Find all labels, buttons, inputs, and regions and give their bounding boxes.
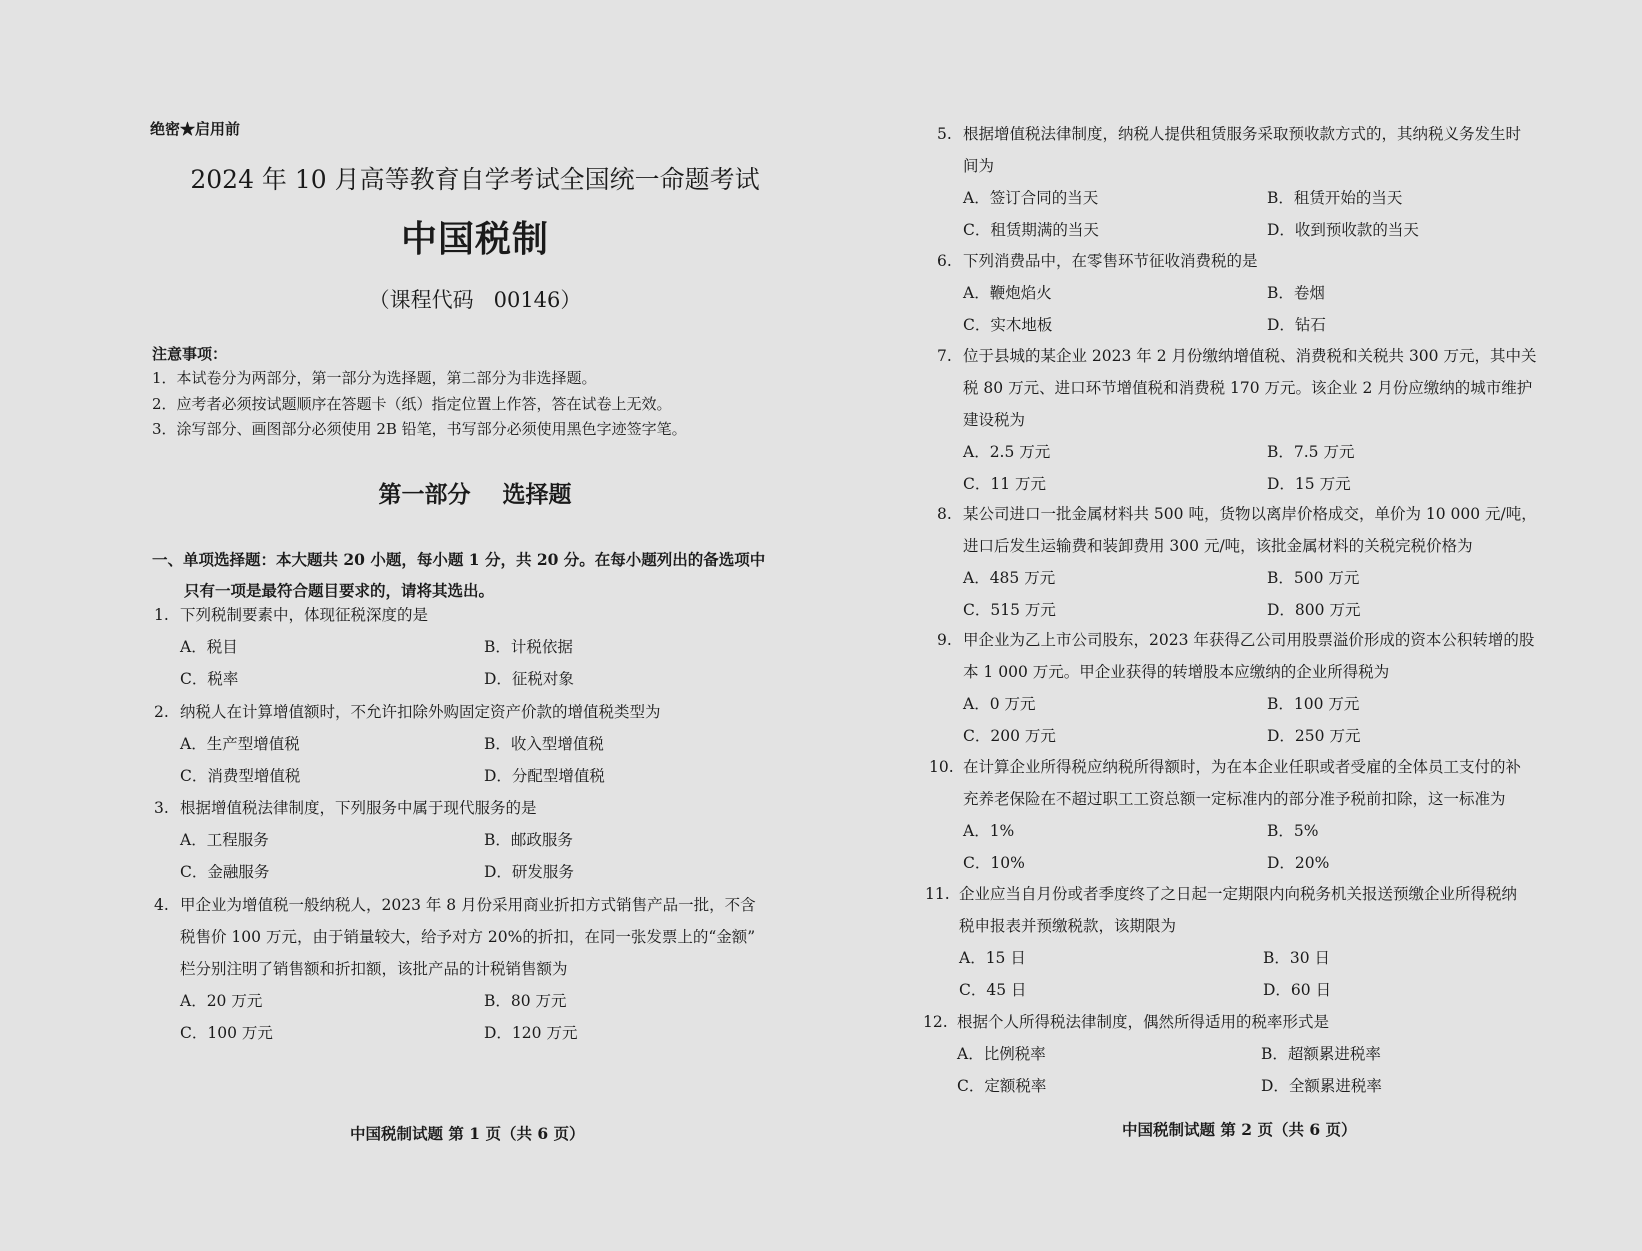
question-text: 企业应当自月份或者季度终了之日起一定期限内向税务机关报送预缴企业所得税纳: [959, 885, 1518, 903]
question-text: 本 1 000 万元。甲企业获得的转增股本应缴纳的企业所得税为: [963, 663, 1390, 681]
option-a: A．15 日: [959, 949, 1026, 967]
question-text: 根据增值税法律制度，下列服务中属于现代服务的是: [180, 799, 537, 817]
option-c: C．515 万元: [963, 601, 1056, 619]
option-d: D．全额累进税率: [1261, 1077, 1382, 1095]
option-b: B．卷烟: [1267, 284, 1325, 302]
question-4: [154, 889, 756, 1049]
question-3: [154, 792, 574, 888]
question-number: 7.: [937, 347, 952, 365]
question-text: 充养老保险在不超过职工工资总额一定标准内的部分准予税前扣除，这一标准为: [963, 790, 1506, 808]
option-c: C．消费型增值税: [180, 767, 301, 785]
options: [929, 815, 1521, 879]
question-number: 10.: [929, 758, 954, 776]
page-footer: 中国税制试题 第 1 页（共 6 页）: [350, 1124, 585, 1143]
option-b: B．7.5 万元: [1267, 443, 1355, 461]
question-text: 税申报表并预缴税款，该期限为: [959, 917, 1177, 935]
option-a: A．工程服务: [180, 831, 269, 849]
option-b: B．超额累进税率: [1261, 1045, 1381, 1063]
question-text: 纳税人在计算增值额时，不允许扣除外购固定资产价款的增值税类型为: [180, 703, 661, 721]
question-2: [154, 696, 661, 792]
option-c: C．定额税率: [957, 1077, 1047, 1095]
notice-item: 3．涂写部分、画图部分必须使用 2B 铅笔，书写部分必须使用黑色字迹签字笔。: [152, 420, 687, 438]
option-a: A．20 万元: [180, 992, 263, 1010]
course-code: （课程代码 00146）: [368, 288, 582, 312]
options: [154, 728, 661, 792]
options: [937, 436, 1536, 500]
question-number: 11.: [925, 885, 950, 903]
question-6: [937, 245, 1326, 341]
question-12: [923, 1006, 1382, 1102]
question-number: 5.: [937, 125, 952, 143]
question-number: 4.: [154, 896, 169, 914]
page-footer: 中国税制试题 第 2 页（共 6 页）: [1122, 1120, 1357, 1139]
question-text: 间为: [963, 157, 995, 175]
options: [937, 562, 1537, 626]
option-a: A．生产型增值税: [180, 735, 300, 753]
part-title: 第一部分 选择题: [378, 481, 572, 508]
question-number: 3.: [154, 799, 169, 817]
question-number: 12.: [923, 1013, 948, 1031]
option-d: D．60 日: [1263, 981, 1332, 999]
option-b: B．计税依据: [484, 638, 573, 656]
question-1: [154, 599, 574, 695]
option-d: D．20%: [1267, 854, 1330, 872]
option-c: C．200 万元: [963, 727, 1056, 745]
secret-mark: 绝密★启用前: [150, 120, 241, 138]
question-text: 位于县城的某企业 2023 年 2 月份缴纳增值税、消费税和关税共 300 万元，其中关: [963, 347, 1537, 365]
option-a: A．0 万元: [963, 695, 1036, 713]
option-a: A．2.5 万元: [963, 443, 1051, 461]
question-5: [937, 118, 1521, 246]
option-d: D．250 万元: [1267, 727, 1361, 745]
option-c: C．金融服务: [180, 863, 270, 881]
notice-title: 注意事项：: [152, 345, 228, 363]
question-8: [937, 498, 1537, 626]
option-b: B．5%: [1267, 822, 1319, 840]
option-c: C．100 万元: [180, 1024, 273, 1042]
question-text: 下列消费品中，在零售环节征收消费税的是: [963, 252, 1258, 270]
options: [154, 985, 756, 1049]
question-10: [929, 751, 1521, 879]
option-a: A．签订合同的当天: [963, 189, 1099, 207]
option-d: D．征税对象: [484, 670, 574, 688]
question-text: 税售价 100 万元，由于销量较大，给予对方 20%的折扣，在同一张发票上的“金额”: [180, 928, 756, 946]
option-d: D．收到预收款的当天: [1267, 221, 1419, 239]
option-a: A．鞭炮焰火: [963, 284, 1052, 302]
section-heading-line: 只有一项是最符合题目要求的，请将其选出。: [184, 581, 495, 600]
question-text: 在计算企业所得税应纳税所得额时，为在本企业任职或者受雇的全体员工支付的补: [963, 758, 1522, 776]
options: [937, 182, 1521, 246]
section-heading: [152, 544, 792, 606]
question-7: [937, 340, 1536, 500]
question-number: 6.: [937, 252, 952, 270]
option-c: C．实木地板: [963, 316, 1053, 334]
subject-title: 中国税制: [400, 218, 549, 260]
option-c: C．税率: [180, 670, 239, 688]
option-b: B．租赁开始的当天: [1267, 189, 1403, 207]
option-b: B．80 万元: [484, 992, 567, 1010]
option-d: D．分配型增值税: [484, 767, 605, 785]
option-d: D．研发服务: [484, 863, 574, 881]
options: [925, 942, 1517, 1006]
options: [937, 277, 1326, 341]
option-d: D．15 万元: [1267, 475, 1351, 493]
option-b: B．收入型增值税: [484, 735, 604, 753]
option-c: C．11 万元: [963, 475, 1047, 493]
question-number: 1.: [154, 606, 169, 624]
question-text: 甲企业为乙上市公司股东，2023 年获得乙公司用股票溢价形成的资本公积转增的股: [963, 631, 1535, 649]
question-text: 甲企业为增值税一般纳税人，2023 年 8 月份采用商业折扣方式销售产品一批，不含: [180, 896, 756, 914]
question-text: 根据增值税法律制度，纳税人提供租赁服务采取预收款方式的，其纳税义务发生时: [963, 125, 1522, 143]
option-c: C．租赁期满的当天: [963, 221, 1099, 239]
option-a: A．税目: [180, 638, 238, 656]
question-9: [937, 624, 1534, 752]
option-d: D．800 万元: [1267, 601, 1361, 619]
option-a: A．1%: [963, 822, 1015, 840]
question-number: 9.: [937, 631, 952, 649]
options: [923, 1038, 1382, 1102]
option-d: D．钻石: [1267, 316, 1326, 334]
question-text: 某公司进口一批金属材料共 500 吨，货物以离岸价格成交，单价为 10 000 元/吨，: [963, 505, 1537, 523]
notice-list: [152, 366, 802, 443]
question-number: 8.: [937, 505, 952, 523]
question-11: [925, 878, 1517, 1006]
option-a: A．比例税率: [957, 1045, 1046, 1063]
option-b: B．30 日: [1263, 949, 1331, 967]
exam-title: 2024 年 10 月高等教育自学考试全国统一命题考试: [190, 165, 760, 194]
question-number: 2.: [154, 703, 169, 721]
section-heading-line: 一、单项选择题：本大题共 20 小题，每小题 1 分，共 20 分。在每小题列出的备选项中: [152, 550, 766, 569]
option-c: C．10%: [963, 854, 1025, 872]
question-text: 根据个人所得税法律制度，偶然所得适用的税率形式是: [957, 1013, 1330, 1031]
notice-item: 1．本试卷分为两部分，第一部分为选择题，第二部分为非选择题。: [152, 369, 597, 387]
question-text: 建设税为: [963, 411, 1026, 429]
options: [154, 824, 574, 888]
option-b: B．100 万元: [1267, 695, 1360, 713]
options: [937, 688, 1534, 752]
notice-item: 2．应考者必须按试题顺序在答题卡（纸）指定位置上作答，答在试卷上无效。: [152, 394, 672, 413]
option-c: C．45 日: [959, 981, 1027, 999]
options: [154, 631, 574, 695]
option-a: A．485 万元: [963, 569, 1056, 587]
option-b: B．500 万元: [1267, 569, 1360, 587]
question-text: 进口后发生运输费和装卸费用 300 元/吨，该批金属材料的关税完税价格为: [963, 537, 1473, 555]
option-b: B．邮政服务: [484, 831, 573, 849]
question-text: 栏分别注明了销售额和折扣额，该批产品的计税销售额为: [180, 960, 568, 978]
question-text: 税 80 万元、进口环节增值税和消费税 170 万元。该企业 2 月份应缴纳的城市维护: [963, 379, 1533, 397]
question-text: 下列税制要素中，体现征税深度的是: [180, 606, 429, 624]
option-d: D．120 万元: [484, 1024, 578, 1042]
